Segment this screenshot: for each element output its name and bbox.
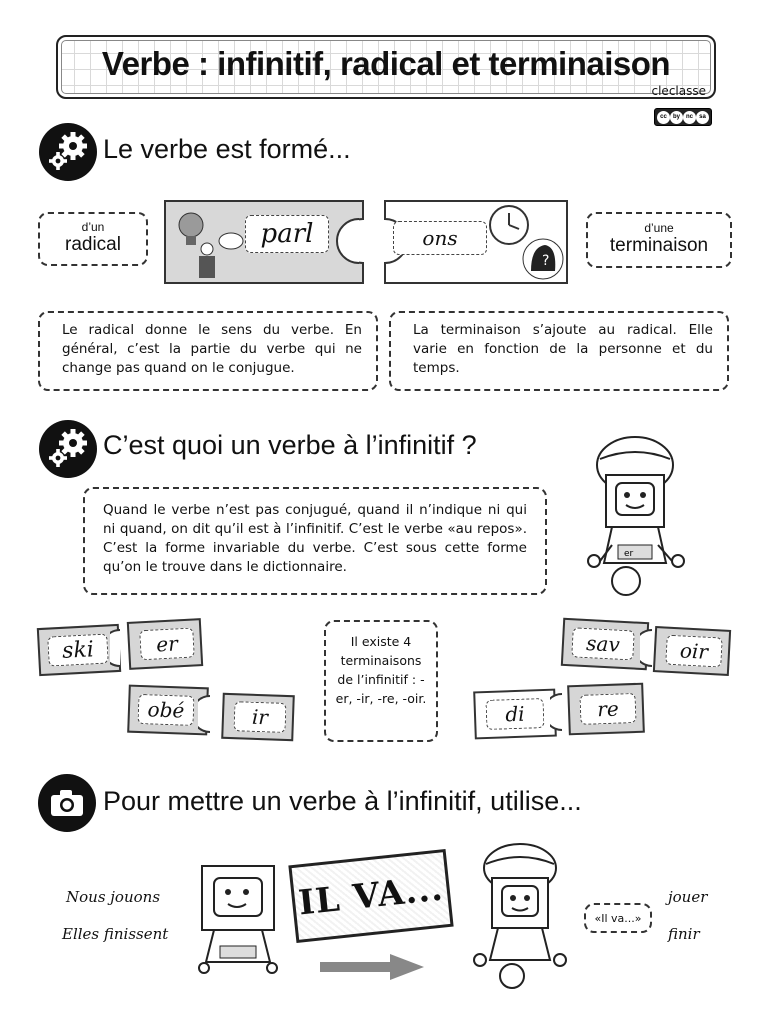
title-box (56, 35, 716, 99)
puzzle-pair-obe-radical (127, 685, 209, 736)
ending-explanation: La terminaison s’ajoute au radical. Elle varie en fonction de la personne et du temps. (413, 322, 713, 376)
puzzle-radical-word: parl (245, 215, 329, 253)
puzzle-pair-obe-ending (221, 693, 295, 741)
radical-explanation-box (38, 311, 378, 391)
ending-label-box (586, 212, 732, 268)
puzzle-pair-di-radical (473, 689, 557, 740)
puzzle-ending-ir: ir (233, 701, 286, 733)
radical-label-small: d’un (81, 220, 105, 234)
puzzle-radical-ski: ski (47, 634, 108, 667)
il-va-hint-box (584, 903, 652, 933)
puzzle-pair-sav-radical (561, 618, 649, 670)
puzzle-tab (550, 690, 580, 734)
puzzle-radical-sav: sav (571, 627, 634, 660)
puzzle-ending-re: re (579, 693, 636, 725)
ending-label-big: terminaison (609, 235, 709, 256)
radical-label-box (38, 212, 148, 266)
robot-small-icon (196, 862, 280, 982)
section-2-title: C’est quoi un verbe à l’infinitif ? (103, 430, 477, 460)
infinitive-endings-text: Il existe 4 terminaisons de l’infinitif : -er, -ir, -re, -oir. (335, 634, 427, 706)
camera-icon (38, 774, 96, 832)
ending-explanation-box (389, 311, 729, 391)
puzzle-radical-di: di (485, 698, 544, 730)
question-head-icon (523, 239, 563, 279)
clock-icon (490, 206, 528, 244)
puzzle-ending-word: ons (393, 221, 487, 255)
brand-label: cleclasse (651, 84, 706, 98)
license-cc-icon: cc (657, 111, 670, 124)
radical-label-big: radical (65, 234, 121, 255)
radical-explanation: Le radical donne le sens du verbe. En général, c’est la partie du verbe qui ne change pas quand on le conjugue. (62, 322, 362, 376)
gears-icon (39, 420, 97, 478)
puzzle-ending-oir: oir (665, 635, 722, 668)
robot-thinking-icon (470, 842, 570, 992)
il-va-stamp: IL VA... (288, 849, 453, 943)
infinitive-explanation-box (83, 487, 547, 595)
gears-icon (39, 123, 97, 181)
robot-reading-icon (582, 435, 688, 601)
section-3-title: Pour mettre un verbe à l’infinitif, utilise... (103, 786, 582, 816)
puzzle-radical-obe: obé (137, 694, 194, 726)
puzzle-tab (198, 692, 230, 736)
il-va-hint: «Il va...» (594, 911, 642, 925)
puzzle-frame (163, 199, 569, 285)
robot-badge: er (624, 549, 634, 559)
section-1-title: Le verbe est formé... (103, 134, 351, 164)
puzzle-ending-er: er (139, 628, 194, 661)
license-badge (654, 108, 712, 126)
arrow-right-icon (318, 952, 426, 982)
result-finir: finir (668, 925, 700, 943)
ending-label-small: d’une (644, 221, 674, 235)
puzzle-tab (110, 626, 140, 670)
puzzle-pair-ski-radical (37, 624, 121, 676)
result-jouer: jouer (668, 888, 708, 906)
page-title: Verbe : infinitif, radical et terminaison (101, 45, 671, 82)
license-nc-icon: nc (683, 111, 696, 124)
example-elles-finissent: Elles finissent (62, 925, 169, 943)
license-sa-icon: sa (696, 111, 709, 124)
infinitive-endings-box (324, 620, 438, 742)
example-nous-jouons: Nous jouons (66, 888, 161, 906)
license-by-icon: by (670, 111, 683, 124)
infinitive-explanation: Quand le verbe n’est pas conjugué, quand il n’indique ni qui ni quand, on dit qu’il est à l’infinitif. C’est le verbe «au repos». C’est la forme invariable du verbe. C’est sous cette forme qu’on le trouve dans le dictionnaire. (103, 502, 527, 575)
svg-text:?: ? (542, 253, 550, 269)
verb-puzzle (163, 199, 569, 285)
puzzle-tab (640, 626, 670, 670)
